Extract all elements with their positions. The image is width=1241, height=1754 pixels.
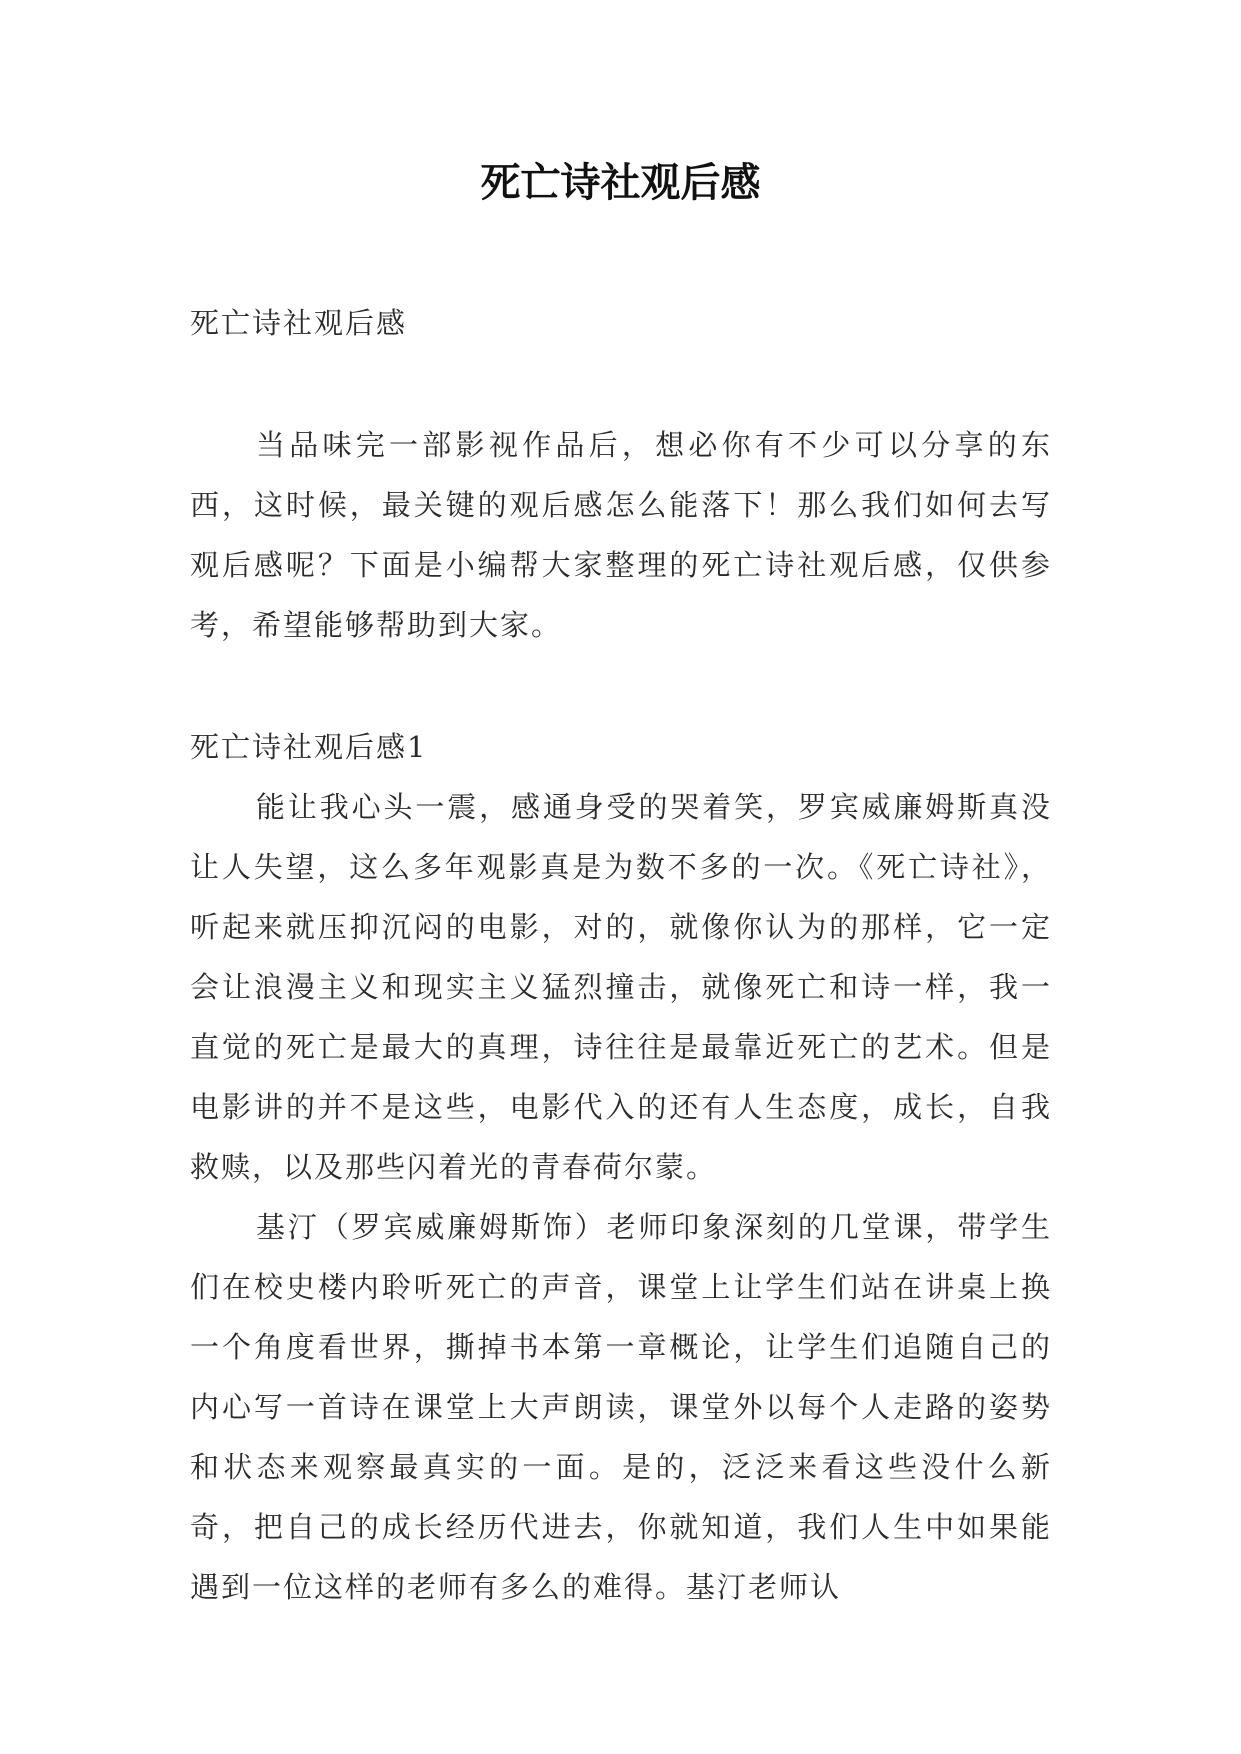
spacer [190, 353, 1052, 415]
spacer [190, 655, 1052, 717]
section-heading: 死亡诗社观后感1 [190, 730, 428, 764]
document-body [190, 293, 1052, 1617]
body-paragraph: 基汀（罗宾威廉姆斯饰）老师印象深刻的几堂课，带学生们在校史楼内聆听死亡的声音，课堂上让学生们站在讲桌上换一个角度看世界，撕掉书本第一章概论，让学生们追随自己的内心写一首诗在课堂上大声朗读，课堂外以每个人走路的姿势和状态来观察最真实的一面。是的，泛泛来看这些没什么新奇，把自己的成长经历代进去，你就知道，我们人生中如果能遇到一位这样的老师有多么的难得。基汀老师认 [190, 1210, 1052, 1604]
document-title: 死亡诗社观后感 [480, 159, 761, 206]
intro-paragraph: 当品味完一部影视作品后，想必你有不少可以分享的东西，这时候，最关键的观后感怎么能落下！那么我们如何去写观后感呢？下面是小编帮大家整理的死亡诗社观后感，仅供参考，希望能够帮助到大家。 [190, 428, 1052, 642]
document-subtitle: 死亡诗社观后感 [190, 306, 408, 340]
body-paragraph: 能让我心头一震，感通身受的哭着笑，罗宾威廉姆斯真没让人失望，这么多年观影真是为数不多的一次。《死亡诗社》，听起来就压抑沉闷的电影，对的，就像你认为的那样，它一定会让浪漫主义和现实主义猛烈撞击，就像死亡和诗一样，我一直觉的死亡是最大的真理，诗往往是最靠近死亡的艺术。但是电影讲的并不是这些，电影代入的还有人生态度，成长，自我救赎，以及那些闪着光的青春荷尔蒙。 [190, 790, 1052, 1184]
